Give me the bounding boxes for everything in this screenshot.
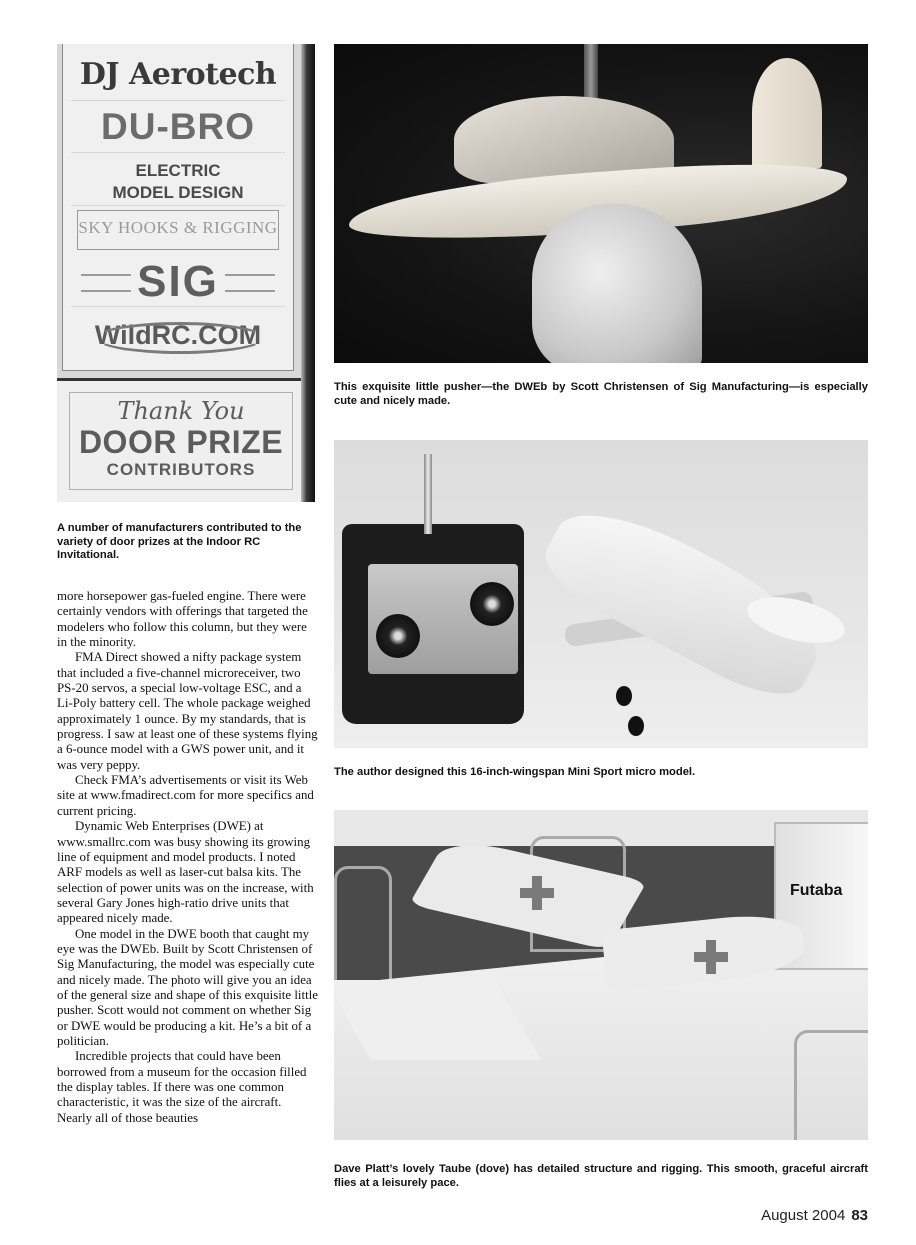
photo-dark-edge (301, 44, 315, 502)
sign-contributors-line: CONTRIBUTORS (106, 460, 256, 479)
transmitter-antenna (424, 454, 432, 534)
sign-sig-text: SIG (137, 257, 219, 306)
photo-taube (334, 810, 868, 1140)
body-paragraph: Check FMA’s advertisements or visit its Web site at www.fmadirect.com for more specifics and current pricing. (57, 773, 314, 818)
hand-holding-model (532, 204, 702, 363)
caption-mini-sport: The author designed this 16-inch-wingspan Mini Sport micro model. (334, 766, 696, 778)
body-paragraph: Dynamic Web Enterprises (DWE) at www.smallrc.com was busy showing its growing line of equipment and model products. I noted ARF models as well as laser-cut balsa kits. The selection of power units was on the increase, with several Gary Jones high-ratio drive units that appeared nicely made. (57, 819, 314, 926)
transmitter-right-stick-icon (470, 582, 514, 626)
photo-dweb-pusher (334, 44, 868, 363)
iron-cross-right-icon (694, 940, 728, 974)
sign-board-upper (62, 44, 294, 371)
issue-date: August 2004 (761, 1207, 846, 1224)
sign-wildrc-text: WildRC.COM (94, 320, 262, 350)
sign-sky-hooks: SKY HOOKS & RIGGING (77, 210, 279, 250)
sign-du-bro: DU-BRO (71, 102, 285, 153)
sign-emd-line1: ELECTRIC (135, 161, 221, 180)
mini-sport-wheel-right (628, 716, 644, 736)
case-brand-label: Futaba (790, 882, 843, 899)
caption-door-prizes: A number of manufacturers contributed to the variety of door prizes at the Indoor RC Invitational. (57, 522, 302, 561)
sign-thank-you (69, 392, 293, 490)
photo-mini-sport (334, 440, 868, 748)
wildrc-swoosh-icon (95, 322, 265, 354)
mini-sport-wheel-left (616, 686, 632, 706)
page-footer (700, 1207, 868, 1224)
article-body-column (57, 589, 319, 1126)
body-paragraph: more horsepower gas-fueled engine. There were certainly vendors with offerings that targeted the modelers who follow this column, but they were in the minority. (57, 589, 308, 650)
sign-electric-model-design (71, 154, 285, 206)
sign-dj-aerotech: DJ Aerotech (71, 50, 285, 101)
caption-taube: Dave Platt’s lovely Taube (dove) has detailed structure and rigging. This smooth, graceful aircraft flies at a leisurely pace. (334, 1163, 868, 1189)
body-paragraph: FMA Direct showed a nifty package system that included a five-channel microreceiver, two PS-20 servos, a special low-voltage ESC, and a Li-Poly battery cell. The whole package weighed approximately 1 ounce. By my standards, that is progress. I saw at least one of these systems flying a 6-ounce model with a GWS power unit, and it was very peppy. (57, 650, 318, 772)
body-paragraph: One model in the DWE booth that caught my eye was the DWEb. Built by Scott Christensen of Sig Manufacturing, the model was especially cute and nicely made. The photo will give you an idea of the general size and shape of this exquisite little pusher. Scott would not comment on whether Sig or DWE would be producing a kit. He’s a bit of a politician. (57, 926, 318, 1048)
sig-wings-left-icon (81, 274, 131, 292)
sign-thank-you-line: Thank You (117, 397, 245, 425)
photo-door-prize-signs (57, 44, 315, 502)
sign-emd-line2: MODEL DESIGN (112, 183, 244, 202)
caption-pusher: This exquisite little pusher—the DWEb by Scott Christensen of Sig Manufacturing—is especially cute and nicely made. (334, 381, 868, 407)
sign-sig (71, 256, 285, 307)
page-number: 83 (851, 1207, 868, 1224)
sign-wildrc (71, 310, 285, 360)
folding-chair-left (334, 866, 392, 992)
folding-chair-right (794, 1030, 868, 1140)
rc-transmitter (342, 524, 524, 724)
sig-wings-right-icon (225, 274, 275, 292)
transmitter-left-stick-icon (376, 614, 420, 658)
iron-cross-left-icon (520, 876, 554, 910)
pusher-tail-fin (752, 58, 822, 168)
body-paragraph: Incredible projects that could have been borrowed from a museum for the occasion filled the display tables. If there was one common characteristic, it was the size of the aircraft. Nearly all of those beauties (57, 1049, 307, 1125)
sign-door-prize-line: DOOR PRIZE (78, 424, 284, 460)
